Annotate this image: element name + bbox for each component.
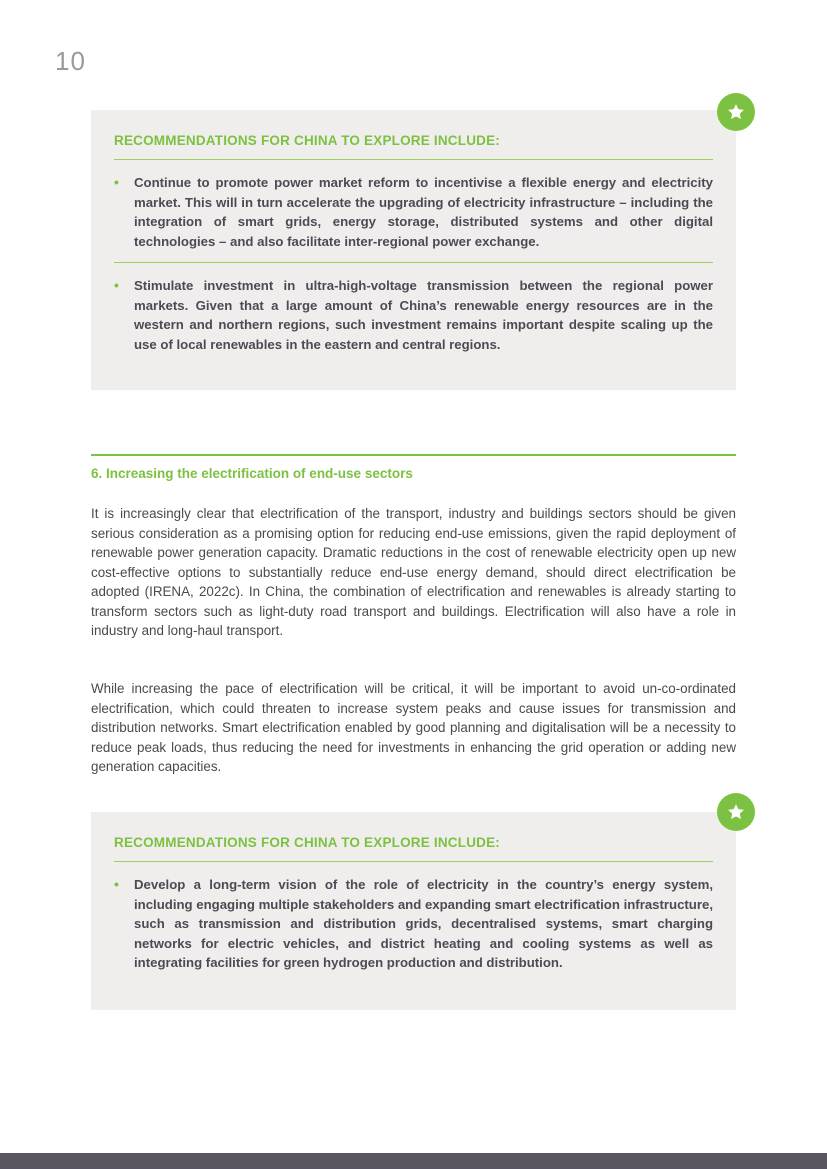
body-paragraph: While increasing the pace of electrification will be critical, it will be important to avoid un-co-ordinated electrification, which could threaten to increase system peaks and cause issues for transmission and distribution networks. Smart electrification enabled by good planning and digitalisation will be a necessity to reduce peak loads, thus reducing the need for investments in enhancing the grid operation or adding new generation capacities. bbox=[91, 681, 736, 774]
recommendation-text: Continue to promote power market reform to incentivise a flexible energy and electricity market. This will in turn accelerate the upgrading of electricity infrastructure – including the integration of smart grids, energy storage, distributed systems and other digital technologies – and also facilitate inter-regional power exchange. bbox=[134, 175, 713, 249]
section-heading: 6. Increasing the electrification of end-use sectors bbox=[91, 466, 413, 481]
recommendation-item bbox=[114, 160, 713, 263]
recommendation-text: Develop a long-term vision of the role of electricity in the country’s energy system, including engaging multiple stakeholders and expanding smart electrification infrastructure, such as transmission and distribution grids, decentralised systems, smart charging networks for electric vehicles, and district heating and cooling systems as well as integrating facilities for green hydrogen production and distribution. bbox=[134, 877, 713, 970]
recommendation-item bbox=[114, 263, 713, 364]
recommendation-text: Stimulate investment in ultra-high-voltage transmission between the regional power markets. Given that a large amount of China’s renewable energy resources are in the western and northern regions, such investment remains important despite scaling up the use of local renewables in the eastern and central regions. bbox=[134, 278, 713, 352]
section-divider bbox=[91, 454, 736, 456]
bullet-icon: • bbox=[114, 876, 119, 892]
recommendation-item bbox=[114, 862, 713, 983]
star-icon bbox=[717, 793, 755, 831]
recommendations-box-1 bbox=[91, 110, 736, 390]
body-paragraph: It is increasingly clear that electrification of the transport, industry and buildings sectors should be given serious consideration as a promising option for reducing end-use emissions, given the rapid deployment of renewable power generation capacity. Dramatic reductions in the cost of renewable electricity open up new cost-effective options to substantially reduce end-use energy demand, should direct electrification be adopted (IRENA, 2022c). In China, the combination of electrification and renewables is already starting to transform sectors such as light-duty road transport and buildings. Electrification will also have a role in industry and long-haul transport. bbox=[91, 506, 736, 638]
recommendations-title: RECOMMENDATIONS FOR CHINA TO EXPLORE INCLUDE: bbox=[114, 832, 713, 862]
star-icon bbox=[717, 93, 755, 131]
bullet-icon: • bbox=[114, 277, 119, 293]
recommendations-box-2 bbox=[91, 812, 736, 1010]
page-number: 10 bbox=[55, 46, 86, 76]
bullet-icon: • bbox=[114, 174, 119, 190]
recommendations-title: RECOMMENDATIONS FOR CHINA TO EXPLORE INCLUDE: bbox=[114, 130, 713, 160]
footer-bar bbox=[0, 1153, 827, 1169]
